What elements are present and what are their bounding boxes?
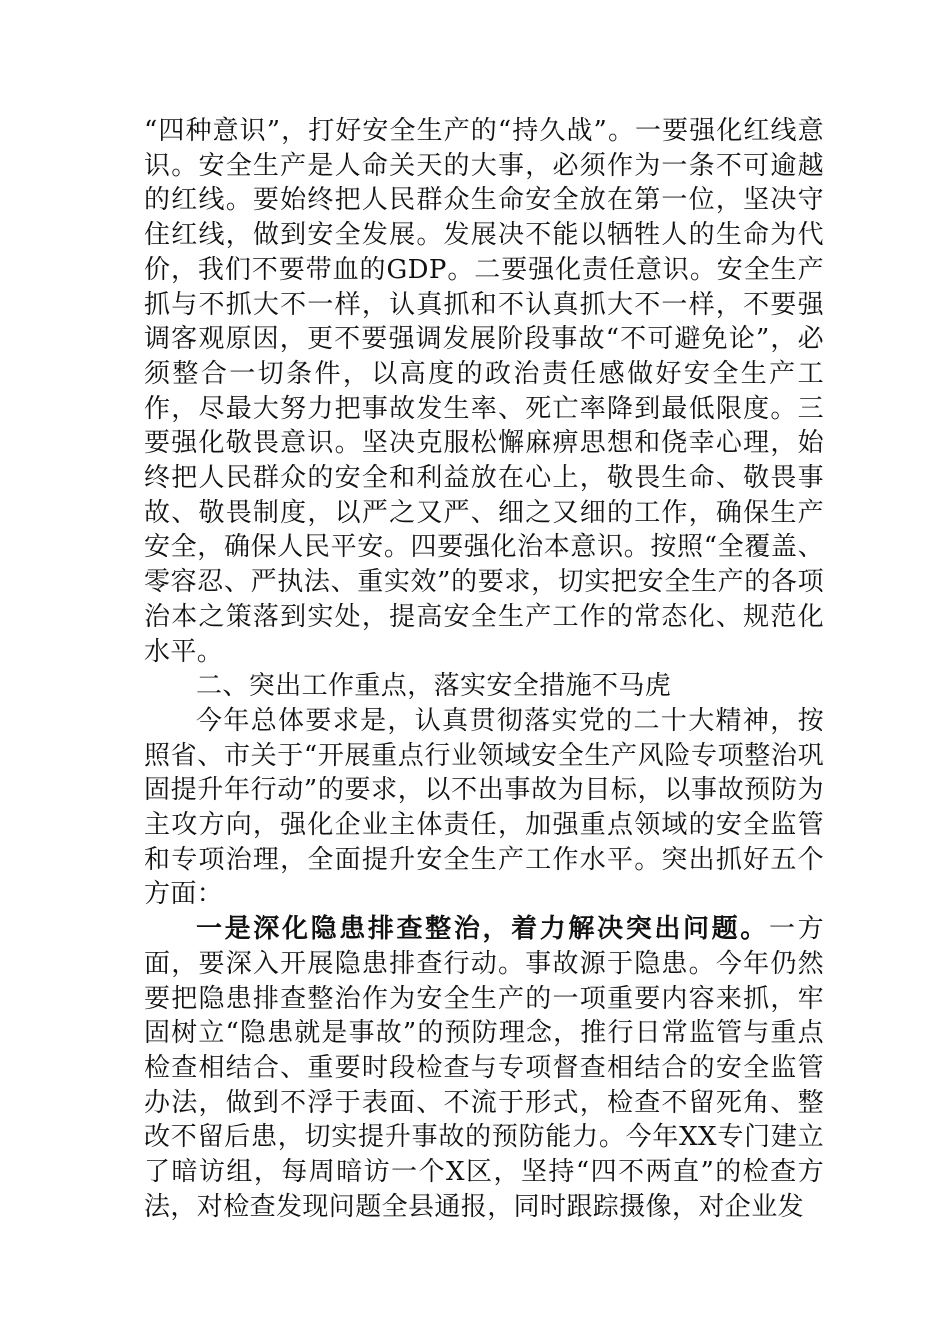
paragraph-lead-bold: 一是深化隐患排查整治，着力解决突出问题。 <box>196 914 769 945</box>
section-heading-two: 二、突出工作重点，落实安全措施不马虎 <box>196 671 672 702</box>
paragraph-body: 一方面，要深入开展隐患排查行动。事故源于隐患。今年仍然要把隐患排查整治作为安全生产的一项重要内容来抓，牢固树立“隐患就是事故”的预防理念，推行日常监管与重点检查相结合、重要时段检查与专项督查相结合的安全监管办法，做到不浮于表面、不流于形式，检查不留死角、整改不留后患，切实提升事故的预防能力。今年XX专门建立了暗访组，每周暗访一个X区，坚持“四不两直”的检查方法，对检查发现问题全县通报，同时跟踪摄像，对企业发 <box>144 914 824 1222</box>
document-page <box>144 114 824 1225</box>
paragraph-four-awareness: “四种意识”，打好安全生产的“持久战”。一要强化红线意识。安全生产是人命关天的大事，必须作为一条不可逾越的红线。要始终把人民群众生命安全放在第一位，坚决守住红线，做到安全发展。发展决不能以牺牲人的生命为代价，我们不要带血的GDP。二要强化责任意识。安全生产抓与不抓大不一样，认真抓和不认真抓大不一样，不要强调客观原因，更不要强调发展阶段事故“不可避免论”，必须整合一切条件，以高度的政治责任感做好安全生产工作，尽最大努力把事故发生率、死亡率降到最低限度。三要强化敬畏意识。坚决克服松懈麻痹思想和侥幸心理，始终把人民群众的安全和利益放在心上，敬畏生命、敬畏事故、敬畏制度，以严之又严、细之又细的工作，确保生产安全，确保人民平安。四要强化治本意识。按照“全覆盖、零容忍、严执法、重实效”的要求，切实把安全生产的各项治本之策落到实处，提高安全生产工作的常态化、规范化水平。 <box>144 116 824 667</box>
paragraph-overall-requirements: 今年总体要求是，认真贯彻落实党的二十大精神，按照省、市关于“开展重点行业领域安全生产风险专项整治巩固提升年行动”的要求，以不出事故为目标，以事故预防为主攻方向，强化企业主体责任，加强重点领域的安全监管和专项治理，全面提升安全生产工作水平。突出抓好五个方面： <box>144 705 824 910</box>
paragraph-hazard-inspection <box>144 912 824 1224</box>
